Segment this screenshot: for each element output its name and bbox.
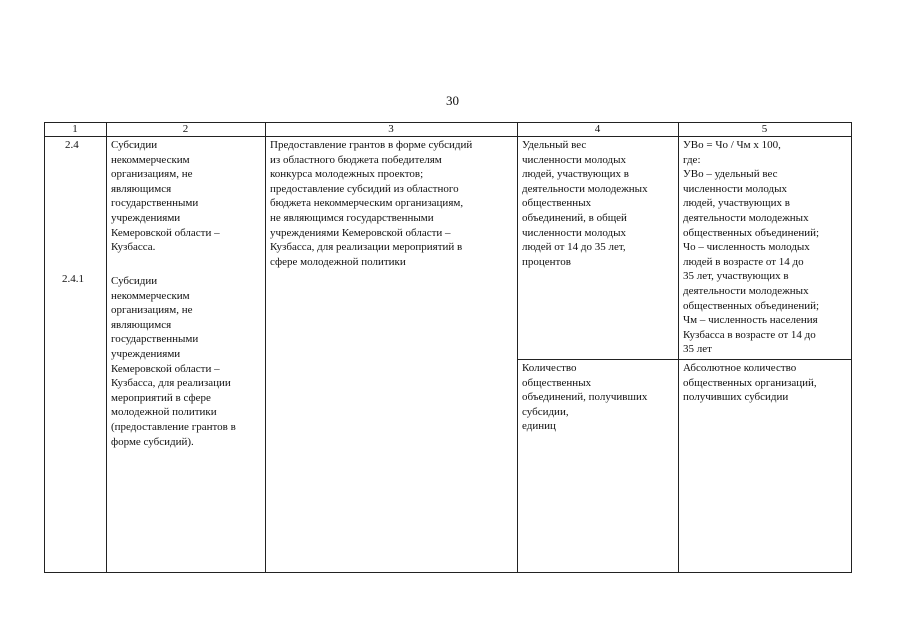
activity-description: Предоставление грантов в форме субсидий из областного бюджета победителям конкурса молодежных проектов; предоставление субсидий из областного бюджета некоммерческим организациям, не являющимся государственными учреждениями Кемеровской области – Кузбасса, для реализации мероприятий в сфере молодежной политики (270, 139, 473, 268)
formula-count: Абсолютное количество общественных организаций, получивших субсидии (683, 362, 817, 404)
header-col-4: 4 (594, 123, 601, 135)
header-col-3: 3 (388, 123, 394, 135)
table-border-right (851, 122, 852, 573)
column-divider-3 (517, 122, 518, 573)
indicator-count: Количество общественных объединений, получивших субсидии, единиц (522, 362, 648, 433)
header-col-5: 5 (761, 123, 768, 135)
row-title-2-4-1: Субсидии некоммерческим организациям, не являющимся государственными учреждениями Кемеровской области – Кузбасса, для реализации мероприятий в сфере молодежной политики (предоставление грантов в форме субсидий). (111, 275, 236, 448)
column-divider-4 (678, 122, 679, 573)
formula-share: УВо = Чо / Чм x 100, где: УВо – удельный вес численности молодых людей, участвующих в деятельности молодежных общественных объединений; Чо – численность молодых людей в возрасте от 14 до 35 лет, участвующих в деятельности молодежных общественных объединений; Чм – численность населения Кузбасса в возрасте от 14 до 35 лет (683, 139, 820, 356)
row-number-2-4-1: 2.4.1 (62, 273, 84, 285)
header-col-1: 1 (72, 123, 78, 135)
header-divider (44, 136, 852, 137)
header-col-2: 2 (182, 123, 189, 135)
page-number: 30 (446, 93, 459, 108)
indicator-share: Удельный вес численности молодых людей, участвующих в деятельности молодежных общественных объединений, в общей численности молодых людей от 14 до 35 лет, процентов (522, 139, 648, 268)
column-divider-1 (106, 122, 107, 573)
program-table (44, 122, 852, 573)
row-number-2-4: 2.4 (65, 139, 79, 151)
table-border-bottom (44, 572, 852, 573)
column-divider-2 (265, 122, 266, 573)
indicator-divider (517, 359, 852, 360)
row-title-2-4: Субсидии некоммерческим организациям, не являющимся государственными учреждениями Кемеровской области – Кузбасса. (111, 139, 220, 254)
table-border-left (44, 122, 45, 573)
